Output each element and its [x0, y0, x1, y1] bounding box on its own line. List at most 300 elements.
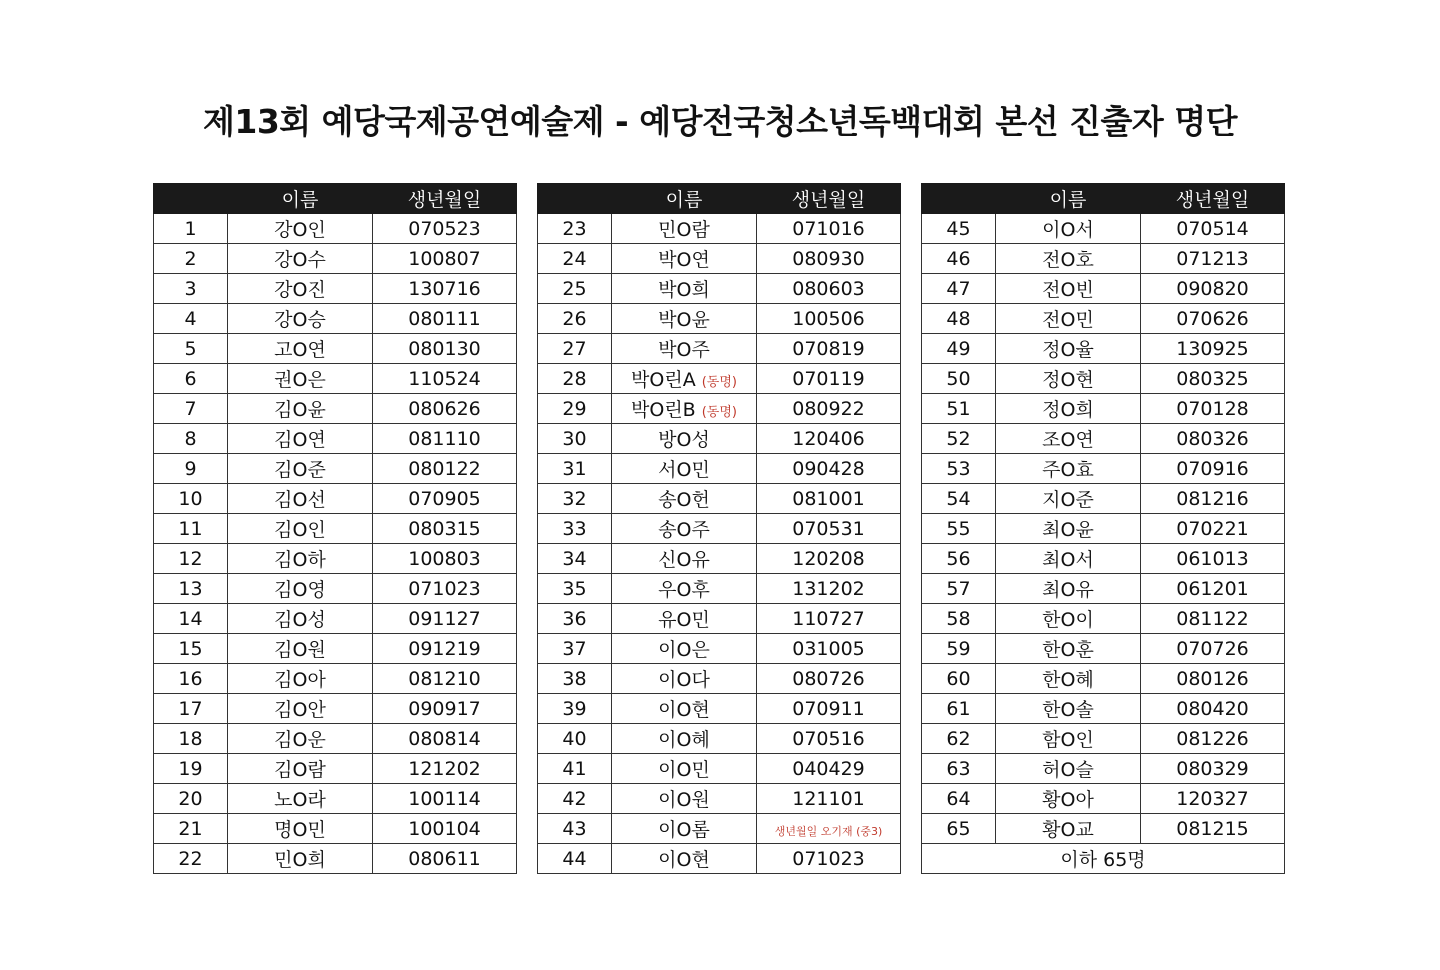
table-row: [154, 244, 517, 274]
participant-name-text: 김O영: [274, 579, 326, 601]
participant-name: [228, 814, 373, 844]
row-number: 51: [922, 394, 996, 424]
row-number: 39: [538, 694, 612, 724]
participant-name: [996, 484, 1141, 514]
birth-date: 081001: [757, 484, 901, 514]
row-number: 8: [154, 424, 228, 454]
participant-name: [228, 724, 373, 754]
participant-name-text: 이O현: [658, 699, 710, 721]
row-number: 64: [922, 784, 996, 814]
participant-name: [612, 514, 757, 544]
table-row: [922, 694, 1285, 724]
birth-date: 080326: [1141, 424, 1285, 454]
birth-date: 070516: [757, 724, 901, 754]
row-number: 62: [922, 724, 996, 754]
participant-name-text: 고O연: [274, 339, 326, 361]
birth-date: 121101: [757, 784, 901, 814]
birth-date: 040429: [757, 754, 901, 784]
row-number: 46: [922, 244, 996, 274]
participant-name: [612, 664, 757, 694]
participant-name: [612, 214, 757, 244]
participant-name-text: 한O솔: [1042, 699, 1094, 721]
participant-name-text: 김O원: [274, 639, 326, 661]
participant-name-text: 정O현: [1042, 369, 1094, 391]
participant-name-text: 김O하: [274, 549, 326, 571]
participant-name: [996, 514, 1141, 544]
table-row: [154, 694, 517, 724]
header-no: [154, 184, 228, 214]
participant-name-text: 황O아: [1042, 789, 1094, 811]
participant-name-text: 허O슬: [1042, 759, 1094, 781]
birth-date: 080126: [1141, 664, 1285, 694]
participant-name: [612, 754, 757, 784]
row-number: 18: [154, 724, 228, 754]
participant-name: [996, 244, 1141, 274]
participant-name-text: 이O서: [1042, 219, 1094, 241]
participant-name-text: 신O유: [658, 549, 710, 571]
birth-date: 120327: [1141, 784, 1285, 814]
row-number: 30: [538, 424, 612, 454]
row-number: 12: [154, 544, 228, 574]
birth-date: 081226: [1141, 724, 1285, 754]
participant-name-text: 이O민: [658, 759, 710, 781]
table-row: [538, 814, 901, 844]
row-number: 20: [154, 784, 228, 814]
participant-name-text: 박O주: [658, 339, 710, 361]
table-row: [538, 394, 901, 424]
participant-name-text: 이O다: [658, 669, 710, 691]
row-number: 2: [154, 244, 228, 274]
participant-name: [996, 304, 1141, 334]
table-row: [154, 604, 517, 634]
row-number: 50: [922, 364, 996, 394]
participant-name-text: 지O준: [1042, 489, 1094, 511]
birth-date: 061201: [1141, 574, 1285, 604]
header-birth: 생년월일: [1141, 184, 1285, 214]
table-footer-row: [922, 844, 1285, 874]
participant-name: [612, 244, 757, 274]
birth-date: 090428: [757, 454, 901, 484]
birth-date: 110524: [373, 364, 517, 394]
participant-name: [996, 364, 1141, 394]
birth-date: 070221: [1141, 514, 1285, 544]
header-name: 이름: [996, 184, 1141, 214]
table-row: [922, 754, 1285, 784]
row-number: 52: [922, 424, 996, 454]
table-row: [922, 364, 1285, 394]
participant-name-text: 송O헌: [658, 489, 710, 511]
row-number: 44: [538, 844, 612, 874]
participant-name: [996, 604, 1141, 634]
table-row: [154, 274, 517, 304]
participant-name: [612, 364, 757, 394]
table-row: [154, 424, 517, 454]
birth-date: 090917: [373, 694, 517, 724]
table-row: [922, 394, 1285, 424]
participant-name-text: 이O현: [658, 849, 710, 871]
table-row: [922, 514, 1285, 544]
birth-date: 081110: [373, 424, 517, 454]
row-number: 13: [154, 574, 228, 604]
participant-name: [612, 424, 757, 454]
participant-name: [996, 634, 1141, 664]
table-row: [538, 784, 901, 814]
birth-date: 071016: [757, 214, 901, 244]
row-number: 61: [922, 694, 996, 724]
birth-date: 100506: [757, 304, 901, 334]
table-row: [538, 304, 901, 334]
table-row: [922, 244, 1285, 274]
row-number: 35: [538, 574, 612, 604]
participant-name-text: 김O인: [274, 519, 326, 541]
participant-name-text: 송O주: [658, 519, 710, 541]
row-number: 60: [922, 664, 996, 694]
participant-name-text: 한O이: [1042, 609, 1094, 631]
participant-name-text: 김O아: [274, 669, 326, 691]
table-row: [538, 574, 901, 604]
header-birth: 생년월일: [757, 184, 901, 214]
table-row: [922, 214, 1285, 244]
row-number: 4: [154, 304, 228, 334]
row-number: 38: [538, 664, 612, 694]
participant-name-text: 김O연: [274, 429, 326, 451]
participant-name: [612, 484, 757, 514]
participant-name: [228, 694, 373, 724]
row-number: 16: [154, 664, 228, 694]
birth-date: 071213: [1141, 244, 1285, 274]
row-number: 58: [922, 604, 996, 634]
participant-name: [228, 214, 373, 244]
participant-name: [612, 304, 757, 334]
birth-date: 070916: [1141, 454, 1285, 484]
participant-name: [612, 784, 757, 814]
participant-name-text: 최O유: [1042, 579, 1094, 601]
participant-name-text: 강O수: [274, 249, 326, 271]
header-no: [538, 184, 612, 214]
participant-name-text: 전O호: [1042, 249, 1094, 271]
birth-date: 070626: [1141, 304, 1285, 334]
row-number: 57: [922, 574, 996, 604]
participant-name: [996, 754, 1141, 784]
birth-date: [757, 814, 901, 844]
row-number: 42: [538, 784, 612, 814]
row-number: 43: [538, 814, 612, 844]
birth-date: 070819: [757, 334, 901, 364]
participant-name: [612, 274, 757, 304]
participant-name-text: 박O연: [658, 249, 710, 271]
birth-date: 100807: [373, 244, 517, 274]
participant-name: [612, 394, 757, 424]
row-number: 47: [922, 274, 996, 304]
participant-name: [996, 814, 1141, 844]
participant-name-text: 노O라: [274, 789, 326, 811]
table-row: [154, 514, 517, 544]
table-row: [538, 484, 901, 514]
participant-name: [612, 334, 757, 364]
table-row: [154, 784, 517, 814]
table-row: [538, 244, 901, 274]
row-number: 49: [922, 334, 996, 364]
participant-name: [996, 544, 1141, 574]
table-row: [922, 334, 1285, 364]
row-number: 28: [538, 364, 612, 394]
row-number: 65: [922, 814, 996, 844]
row-number: 3: [154, 274, 228, 304]
total-count: 이하 65명: [922, 844, 1285, 874]
row-number: 29: [538, 394, 612, 424]
table-row: [154, 394, 517, 424]
table-row: [154, 724, 517, 754]
table-row: [154, 844, 517, 874]
table-row: [538, 694, 901, 724]
participant-name: [228, 784, 373, 814]
table-row: [154, 814, 517, 844]
participant-name: [612, 574, 757, 604]
participant-table-3: [921, 183, 1285, 874]
table-row: [538, 754, 901, 784]
participant-name-text: 강O인: [274, 219, 326, 241]
row-number: 7: [154, 394, 228, 424]
table-row: [154, 634, 517, 664]
birth-date-note: 생년월일 오기재 (중3): [774, 824, 883, 838]
participant-name-text: 이O롬: [658, 819, 710, 841]
table-row: [538, 274, 901, 304]
row-number: 41: [538, 754, 612, 784]
table-row: [154, 754, 517, 784]
participant-name: [996, 274, 1141, 304]
row-number: 15: [154, 634, 228, 664]
participant-name-text: 박O희: [658, 279, 710, 301]
participant-name: [612, 454, 757, 484]
row-number: 23: [538, 214, 612, 244]
table-header-row: [154, 184, 517, 214]
table-header-row: [538, 184, 901, 214]
row-number: 45: [922, 214, 996, 244]
row-number: 9: [154, 454, 228, 484]
birth-date: 080603: [757, 274, 901, 304]
birth-date: 130925: [1141, 334, 1285, 364]
participant-name: [228, 754, 373, 784]
row-number: 63: [922, 754, 996, 784]
participant-name-text: 전O민: [1042, 309, 1094, 331]
birth-date: 070514: [1141, 214, 1285, 244]
table-row: [922, 424, 1285, 454]
participant-name-text: 김O선: [274, 489, 326, 511]
row-number: 36: [538, 604, 612, 634]
table-row: [538, 364, 901, 394]
birth-date: 031005: [757, 634, 901, 664]
birth-date: 100803: [373, 544, 517, 574]
birth-date: 100104: [373, 814, 517, 844]
birth-date: 071023: [373, 574, 517, 604]
row-number: 24: [538, 244, 612, 274]
participant-name: [612, 814, 757, 844]
participant-name: [228, 514, 373, 544]
row-number: 22: [154, 844, 228, 874]
participant-name: [228, 334, 373, 364]
table-row: [538, 454, 901, 484]
participant-name: [996, 784, 1141, 814]
table-row: [922, 814, 1285, 844]
participant-name: [996, 334, 1141, 364]
birth-date: 070119: [757, 364, 901, 394]
table-row: [538, 544, 901, 574]
row-number: 26: [538, 304, 612, 334]
row-number: 55: [922, 514, 996, 544]
participant-name-text: 황O교: [1042, 819, 1094, 841]
birth-date: 080111: [373, 304, 517, 334]
participant-name: [612, 694, 757, 724]
birth-date: 080325: [1141, 364, 1285, 394]
participant-name: [228, 604, 373, 634]
participant-name: [228, 244, 373, 274]
participant-name-text: 조O연: [1042, 429, 1094, 451]
birth-date: 080922: [757, 394, 901, 424]
birth-date: 070128: [1141, 394, 1285, 424]
participant-name-text: 유O민: [658, 609, 710, 631]
participant-name-text: 권O은: [274, 369, 326, 391]
participant-name: [996, 394, 1141, 424]
table-row: [922, 544, 1285, 574]
table-row: [154, 664, 517, 694]
participant-name: [228, 424, 373, 454]
header-birth: 생년월일: [373, 184, 517, 214]
participant-name-text: 방O성: [658, 429, 710, 451]
table-row: [538, 724, 901, 754]
participant-name-text: 박O린A: [631, 369, 696, 391]
birth-date: 080329: [1141, 754, 1285, 784]
table-row: [154, 304, 517, 334]
row-number: 31: [538, 454, 612, 484]
participant-name: [228, 364, 373, 394]
birth-date: 130716: [373, 274, 517, 304]
birth-date: 080626: [373, 394, 517, 424]
row-number: 25: [538, 274, 612, 304]
birth-date: 081215: [1141, 814, 1285, 844]
participant-name: [996, 724, 1141, 754]
participant-name-text: 정O희: [1042, 399, 1094, 421]
participant-name-text: 김O운: [274, 729, 326, 751]
participant-name: [228, 544, 373, 574]
participant-name-text: 한O혜: [1042, 669, 1094, 691]
row-number: 11: [154, 514, 228, 544]
participant-name: [228, 454, 373, 484]
table-row: [922, 634, 1285, 664]
birth-date: 090820: [1141, 274, 1285, 304]
table-row: [538, 334, 901, 364]
birth-date: 081210: [373, 664, 517, 694]
birth-date: 080122: [373, 454, 517, 484]
participant-name-text: 최O윤: [1042, 519, 1094, 541]
birth-date: 070531: [757, 514, 901, 544]
participant-name-text: 우O후: [658, 579, 710, 601]
birth-date: 080315: [373, 514, 517, 544]
row-number: 10: [154, 484, 228, 514]
participant-name: [228, 574, 373, 604]
table-row: [154, 214, 517, 244]
table-row: [922, 784, 1285, 814]
participant-name-text: 최O서: [1042, 549, 1094, 571]
birth-date: 080814: [373, 724, 517, 754]
table-row: [154, 484, 517, 514]
birth-date: 070523: [373, 214, 517, 244]
table-row: [538, 634, 901, 664]
table-row: [538, 604, 901, 634]
header-name: 이름: [612, 184, 757, 214]
participant-name: [612, 634, 757, 664]
table-row: [922, 454, 1285, 484]
birth-date: 080420: [1141, 694, 1285, 724]
birth-date: 121202: [373, 754, 517, 784]
birth-date: 120406: [757, 424, 901, 454]
participant-name-text: 민O희: [274, 849, 326, 871]
participant-name: [996, 664, 1141, 694]
row-number: 48: [922, 304, 996, 334]
table-row: [922, 604, 1285, 634]
table-row: [154, 544, 517, 574]
participant-name-text: 강O진: [274, 279, 326, 301]
row-number: 37: [538, 634, 612, 664]
participant-name-text: 서O민: [658, 459, 710, 481]
participant-name: [612, 844, 757, 874]
participant-table-1: [153, 183, 517, 874]
row-number: 19: [154, 754, 228, 784]
participant-name-text: 김O람: [274, 759, 326, 781]
birth-date: 120208: [757, 544, 901, 574]
birth-date: 080930: [757, 244, 901, 274]
row-number: 59: [922, 634, 996, 664]
participant-name: [228, 844, 373, 874]
participant-name: [612, 544, 757, 574]
row-number: 32: [538, 484, 612, 514]
row-number: 27: [538, 334, 612, 364]
header-name: 이름: [228, 184, 373, 214]
table-row: [538, 844, 901, 874]
participant-name-text: 함O인: [1042, 729, 1094, 751]
birth-date: 080611: [373, 844, 517, 874]
table-row: [154, 334, 517, 364]
participant-name: [228, 484, 373, 514]
birth-date: 131202: [757, 574, 901, 604]
participant-name: [996, 694, 1141, 724]
row-number: 14: [154, 604, 228, 634]
birth-date: 070726: [1141, 634, 1285, 664]
table-row: [538, 424, 901, 454]
row-number: 33: [538, 514, 612, 544]
participant-name: [228, 394, 373, 424]
row-number: 1: [154, 214, 228, 244]
row-number: 40: [538, 724, 612, 754]
table-row: [922, 484, 1285, 514]
participant-name-text: 이O원: [658, 789, 710, 811]
duplicate-name-note: (동명): [701, 405, 737, 420]
birth-date: 100114: [373, 784, 517, 814]
birth-date: 071023: [757, 844, 901, 874]
participant-name: [996, 574, 1141, 604]
participant-name-text: 박O윤: [658, 309, 710, 331]
participant-table-2: [537, 183, 901, 874]
row-number: 56: [922, 544, 996, 574]
participant-name-text: 박O린B: [631, 399, 696, 421]
birth-date: 070911: [757, 694, 901, 724]
participant-name-text: 주O효: [1042, 459, 1094, 481]
table-row: [922, 664, 1285, 694]
table-row: [538, 214, 901, 244]
row-number: 21: [154, 814, 228, 844]
participant-name-text: 이O혜: [658, 729, 710, 751]
participant-name: [228, 304, 373, 334]
row-number: 53: [922, 454, 996, 484]
